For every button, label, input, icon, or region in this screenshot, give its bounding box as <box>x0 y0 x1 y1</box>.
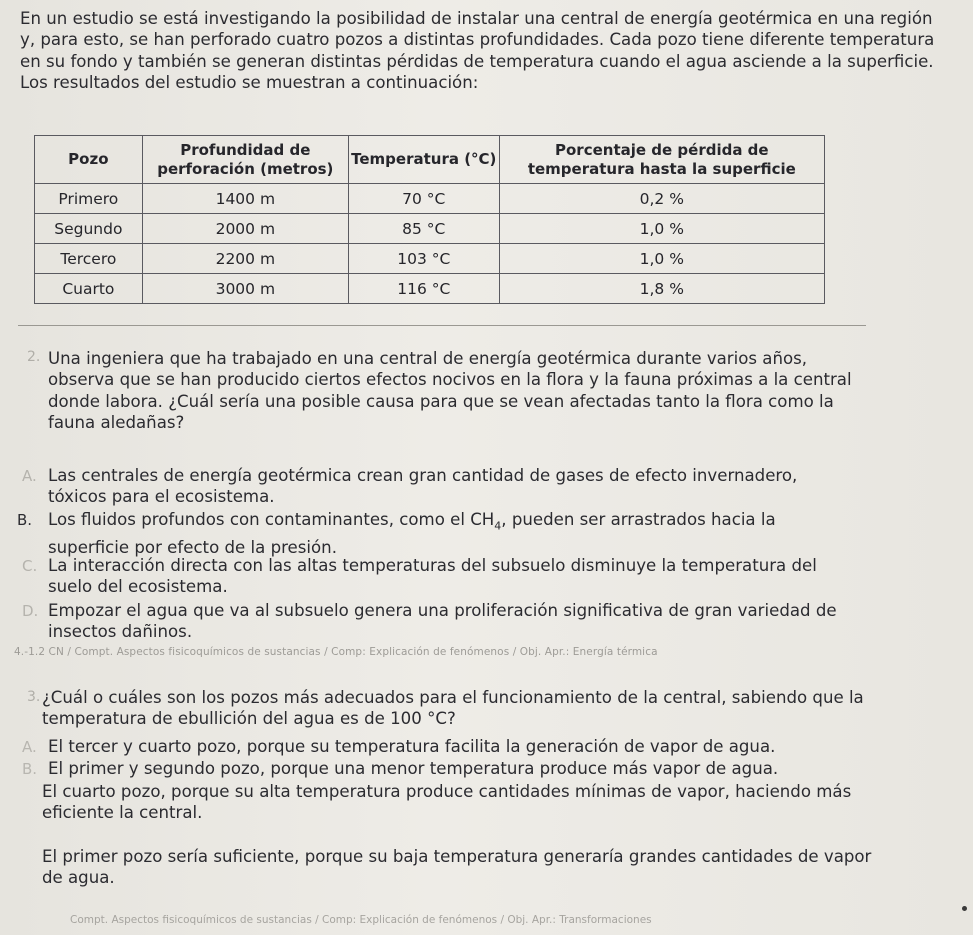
table-header-row <box>35 136 825 184</box>
table-row <box>35 184 825 214</box>
cell-depth: 2000 m <box>142 214 348 244</box>
header-loss: Porcentaje de pérdida de temperatura hasta la superficie <box>499 136 824 184</box>
q3-option-b-letter: B. <box>22 760 38 778</box>
q3-option-a-text[interactable]: El tercer y cuarto pozo, porque su temperatura facilita la generación de vapor de agua. <box>48 737 776 756</box>
q2-option-d-letter: D. <box>22 602 39 620</box>
table-row <box>35 274 825 304</box>
well-data-table <box>34 135 825 304</box>
question-2-number: 2. <box>27 349 41 365</box>
cell-temperature: 70 °C <box>348 184 499 214</box>
q2-option-c-text[interactable]: La interacción directa con las altas temperaturas del subsuelo disminuye la temperatura del suelo del ecosistema. <box>48 556 817 597</box>
q2-option-a-text[interactable]: Las centrales de energía geotérmica crean gran cantidad de gases de efecto invernadero, tóxicos para el ecosistema. <box>48 466 798 507</box>
cell-loss: 1,0 % <box>499 214 824 244</box>
intro-paragraph: En un estudio se está investigando la posibilidad de instalar una central de energía geotérmica en una región y, para esto, se han perforado cuatro pozos a distintas profundidades. Cada pozo tiene diferente temperatura en su fondo y también se generan distintas pérdidas de temperatura cuando el agua asciende a la superficie. Los resultados del estudio se muestran a continuación: <box>20 9 935 92</box>
q3-option-b-text[interactable]: El primer y segundo pozo, porque una menor temperatura produce más vapor de agua. <box>48 759 779 778</box>
header-depth: Profundidad de perforación (metros) <box>142 136 348 184</box>
cell-temperature: 103 °C <box>348 244 499 274</box>
header-pozo: Pozo <box>35 136 143 184</box>
q2-option-b-text-start: Los fluidos profundos con contaminantes, como el CH <box>48 510 495 529</box>
q2-option-b-letter: B. <box>17 511 33 529</box>
q2-option-c-letter: C. <box>22 557 38 575</box>
cell-loss: 1,0 % <box>499 244 824 274</box>
q3-option-d-text[interactable]: El primer pozo sería suficiente, porque su baja temperatura generaría grandes cantidades de vapor de agua. <box>42 847 872 888</box>
header-temperature: Temperatura (°C) <box>348 136 499 184</box>
section-divider <box>18 325 866 326</box>
question-2-text: Una ingeniera que ha trabajado en una central de energía geotérmica durante varios años, observa que se han producido ciertos efectos nocivos en la flora y la fauna próximas a la central donde labora. ¿Cuál sería una posible causa para que se vean afectadas tanto la flora como la fauna aledañas? <box>48 349 852 432</box>
table-row <box>35 244 825 274</box>
q3-option-c-text[interactable]: El cuarto pozo, porque su alta temperatura produce cantidades mínimas de vapor, haciendo más eficiente la central. <box>42 782 852 823</box>
cell-depth: 3000 m <box>142 274 348 304</box>
ink-dot <box>962 906 967 911</box>
cell-temperature: 116 °C <box>348 274 499 304</box>
q3-footnote: Compt. Aspectos fisicoquímicos de sustancias / Comp: Explicación de fenómenos / Obj. Apr.: Transformaciones <box>70 914 652 926</box>
question-3-number: 3. <box>27 689 41 705</box>
q2-option-b-text-end: , pueden ser arrastrados hacia la superficie por efecto de la presión. <box>48 510 776 557</box>
cell-loss: 0,2 % <box>499 184 824 214</box>
cell-pozo: Tercero <box>35 244 143 274</box>
q2-option-a-letter: A. <box>22 467 37 485</box>
question-3-text: ¿Cuál o cuáles son los pozos más adecuados para el funcionamiento de la central, sabiendo que la temperatura de ebullición del agua es de 100 °C? <box>42 688 864 729</box>
q2-footnote: 4.-1.2 CN / Compt. Aspectos fisicoquímicos de sustancias / Comp: Explicación de fenómenos / Obj. Apr.: Energía térmica <box>14 646 658 658</box>
q2-option-d-text[interactable]: Empozar el agua que va al subsuelo genera una proliferación significativa de gran variedad de insectos dañinos. <box>48 601 837 642</box>
q2-option-b-text[interactable] <box>48 509 860 558</box>
cell-pozo: Primero <box>35 184 143 214</box>
q2-option-b-subscript: 4 <box>494 519 502 533</box>
cell-depth: 2200 m <box>142 244 348 274</box>
cell-temperature: 85 °C <box>348 214 499 244</box>
cell-depth: 1400 m <box>142 184 348 214</box>
cell-loss: 1,8 % <box>499 274 824 304</box>
q3-option-a-letter: A. <box>22 738 37 756</box>
table-row <box>35 214 825 244</box>
cell-pozo: Cuarto <box>35 274 143 304</box>
cell-pozo: Segundo <box>35 214 143 244</box>
